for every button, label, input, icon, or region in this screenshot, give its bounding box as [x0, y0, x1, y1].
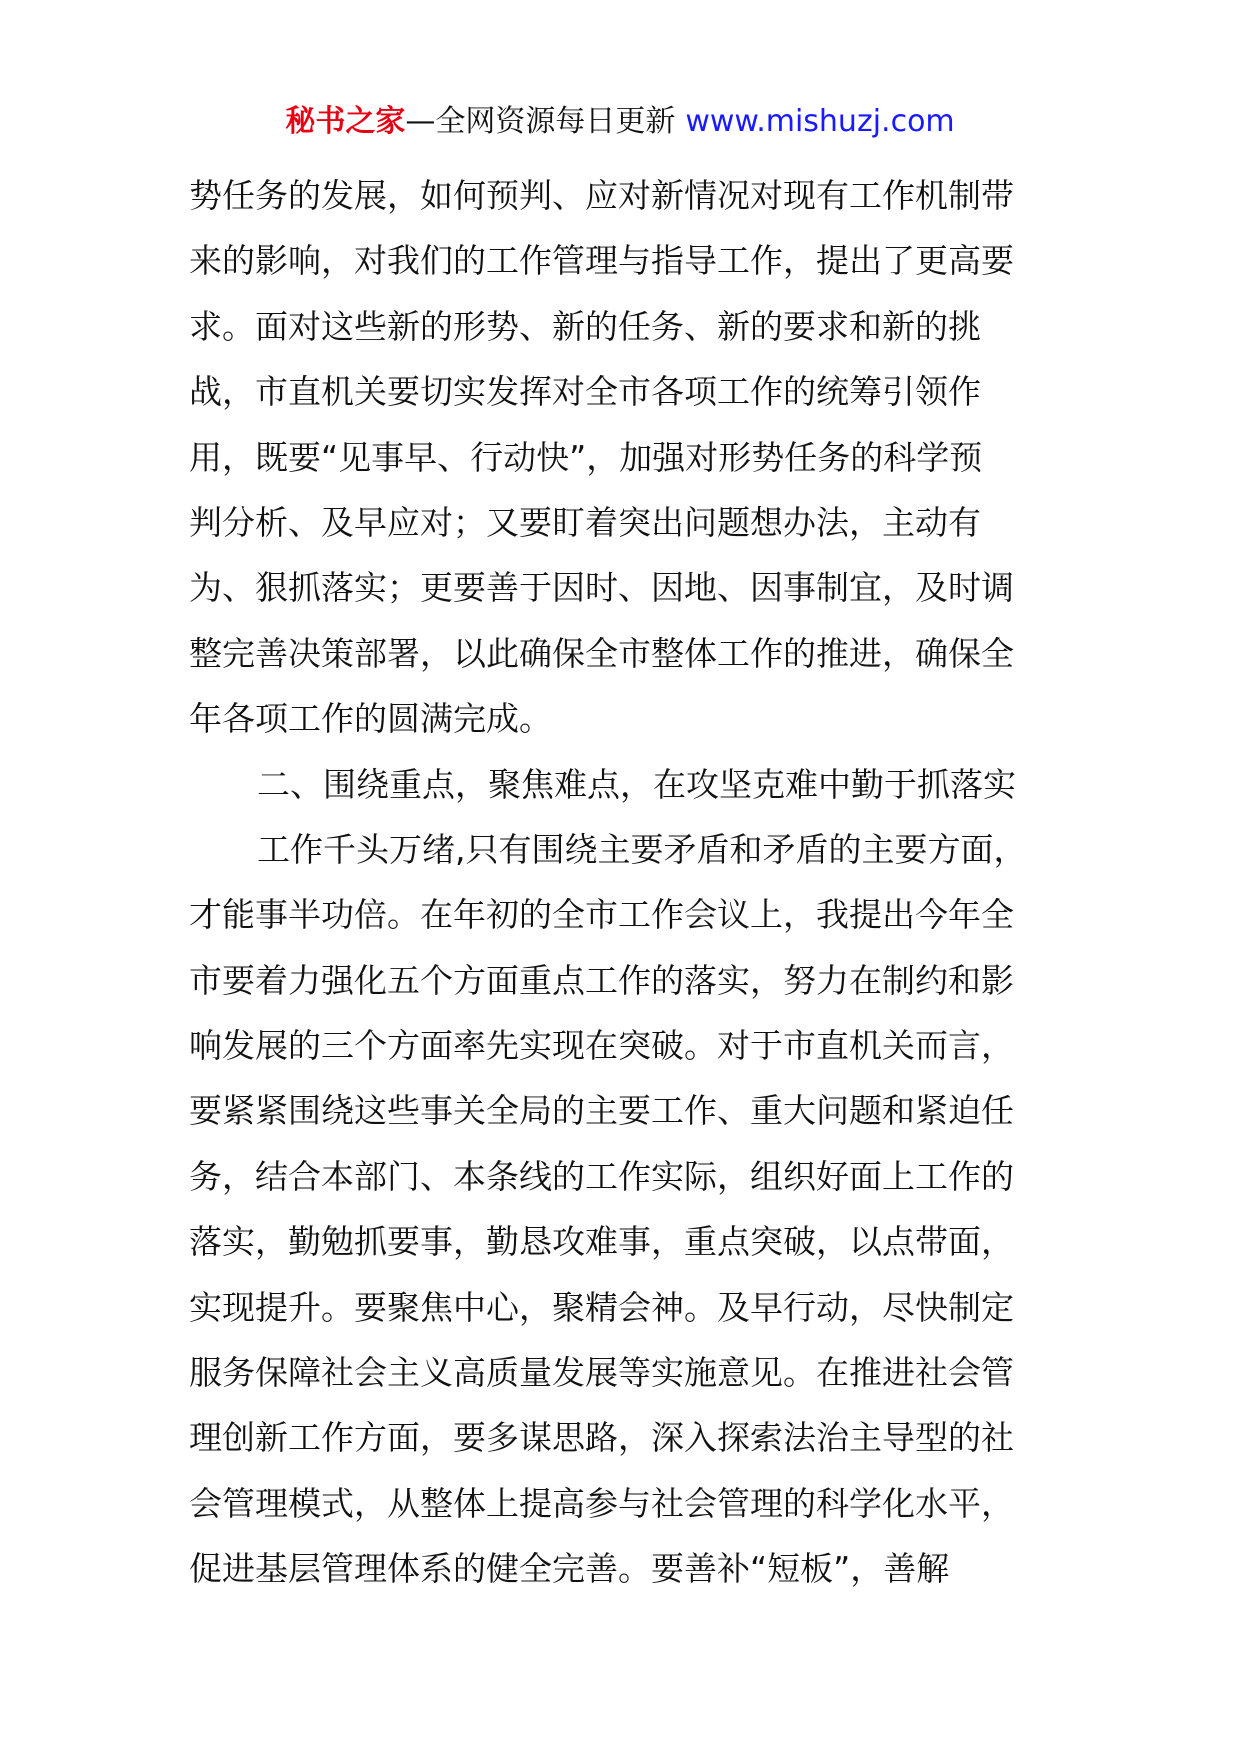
site-brand: 秘书之家 — [285, 104, 406, 139]
paragraph-line: 要紧紧围绕这些事关全局的主要工作、重大问题和紧迫任 — [189, 1091, 1014, 1131]
paragraph-line: 来的影响，对我们的工作管理与指导工作，提出了更高要 — [189, 241, 1014, 281]
paragraph-line: 用，既要“见事早、行动快”，加强对形势任务的科学预 — [189, 437, 983, 477]
paragraph-line: 判分析、及早应对；又要盯着突出问题想办法，主动有 — [189, 502, 981, 542]
site-tagline: —全网资源每日更新 — [405, 104, 676, 139]
paragraph-line: 战，市直机关要切实发挥对全市各项工作的统筹引领作 — [189, 372, 981, 412]
site-url-link[interactable]: www.mishuzj.com — [685, 104, 955, 139]
document-body — [189, 163, 1059, 1602]
paragraph-line: 服务保障社会主义高质量发展等实施意见。在推进社会管 — [189, 1353, 1014, 1393]
site-header — [0, 100, 1240, 144]
paragraph-line: 为、狠抓落实；更要善于因时、因地、因事制宜，及时调 — [189, 568, 1014, 608]
paragraph-line: 势任务的发展，如何预判、应对新情况对现有工作机制带 — [189, 176, 1014, 215]
paragraph-line: 才能事半功倍。在年初的全市工作会议上，我提出今年全 — [189, 895, 1014, 935]
paragraph-line: 落实，勤勉抓要事，勤恳攻难事，重点突破，以点带面， — [189, 1222, 1014, 1262]
paragraph-line: 求。面对这些新的形势、新的任务、新的要求和新的挑 — [189, 306, 981, 346]
paragraph-line: 会管理模式，从整体上提高参与社会管理的科学化水平， — [189, 1483, 1014, 1523]
paragraph-line: 务，结合本部门、本条线的工作实际，组织好面上工作的 — [189, 1156, 1014, 1196]
paragraph-line: 市要着力强化五个方面重点工作的落实，努力在制约和影 — [189, 960, 1014, 1000]
paragraph-line: 促进基层管理体系的健全完善。要善补“短板”，善解 — [189, 1549, 950, 1589]
paragraph-line: 年各项工作的圆满完成。 — [189, 699, 552, 739]
paragraph-line: 工作千头万绪,只有围绕主要矛盾和矛盾的主要方面， — [257, 829, 1027, 869]
paragraph-line: 理创新工作方面，要多谋思路，深入探索法治主导型的社 — [189, 1418, 1014, 1458]
paragraph-line: 整完善决策部署，以此确保全市整体工作的推进，确保全 — [189, 633, 1014, 673]
paragraph-line: 响发展的三个方面率先实现在突破。对于市直机关而言， — [189, 1026, 1014, 1066]
paragraph-line: 实现提升。要聚焦中心，聚精会神。及早行动，尽快制定 — [189, 1287, 1014, 1327]
section-heading: 二、围绕重点，聚焦难点，在攻坚克难中勤于抓落实 — [257, 764, 1016, 804]
